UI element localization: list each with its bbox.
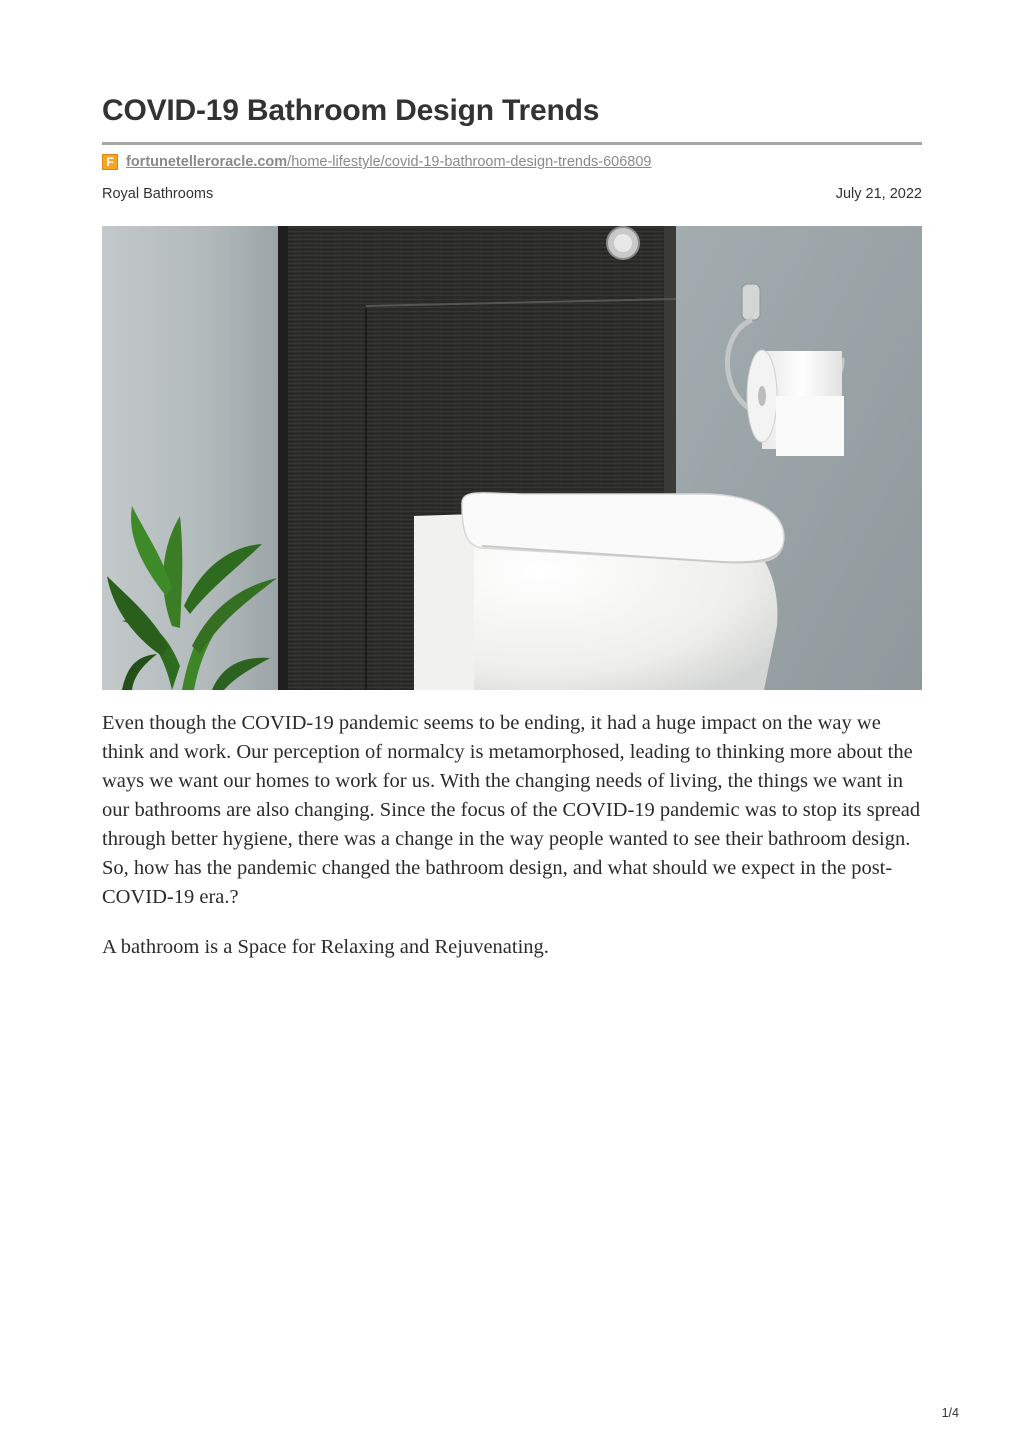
title-divider — [102, 142, 922, 145]
article-author: Royal Bathrooms — [102, 186, 214, 202]
article-date: July 21, 2022 — [835, 186, 922, 202]
page-title: COVID-19 Bathroom Design Trends — [102, 94, 600, 127]
source-domain[interactable]: fortunetelleroracle.com — [126, 154, 288, 170]
article-paragraph: Even though the COVID-19 pandemic seems to be ending, it had a huge impact on the way we think and work. Our perception of normalcy is metamorphosed, leading to thinking more about the ways we want our homes to work for us. With the changing needs of living, the things we want in our bathrooms are also changing. Since the focus of the COVID-19 pandemic was to stop its spread through better hygiene, there was a change in the way people wanted to see their bathroom design. So, how has the pandemic changed the bathroom design, and what should we expect in the post-COVID-19 era.? — [102, 712, 921, 908]
source-link[interactable] — [102, 152, 651, 172]
article-body — [102, 709, 924, 983]
source-path[interactable]: /home-lifestyle/covid-19-bathroom-design-trends-606809 — [287, 154, 652, 170]
site-favicon-icon: F — [102, 154, 118, 170]
page-number: 1/4 — [941, 1406, 959, 1420]
article-paragraph: A bathroom is a Space for Relaxing and Rejuvenating. — [102, 936, 549, 958]
hero-image-bathroom — [102, 226, 922, 690]
